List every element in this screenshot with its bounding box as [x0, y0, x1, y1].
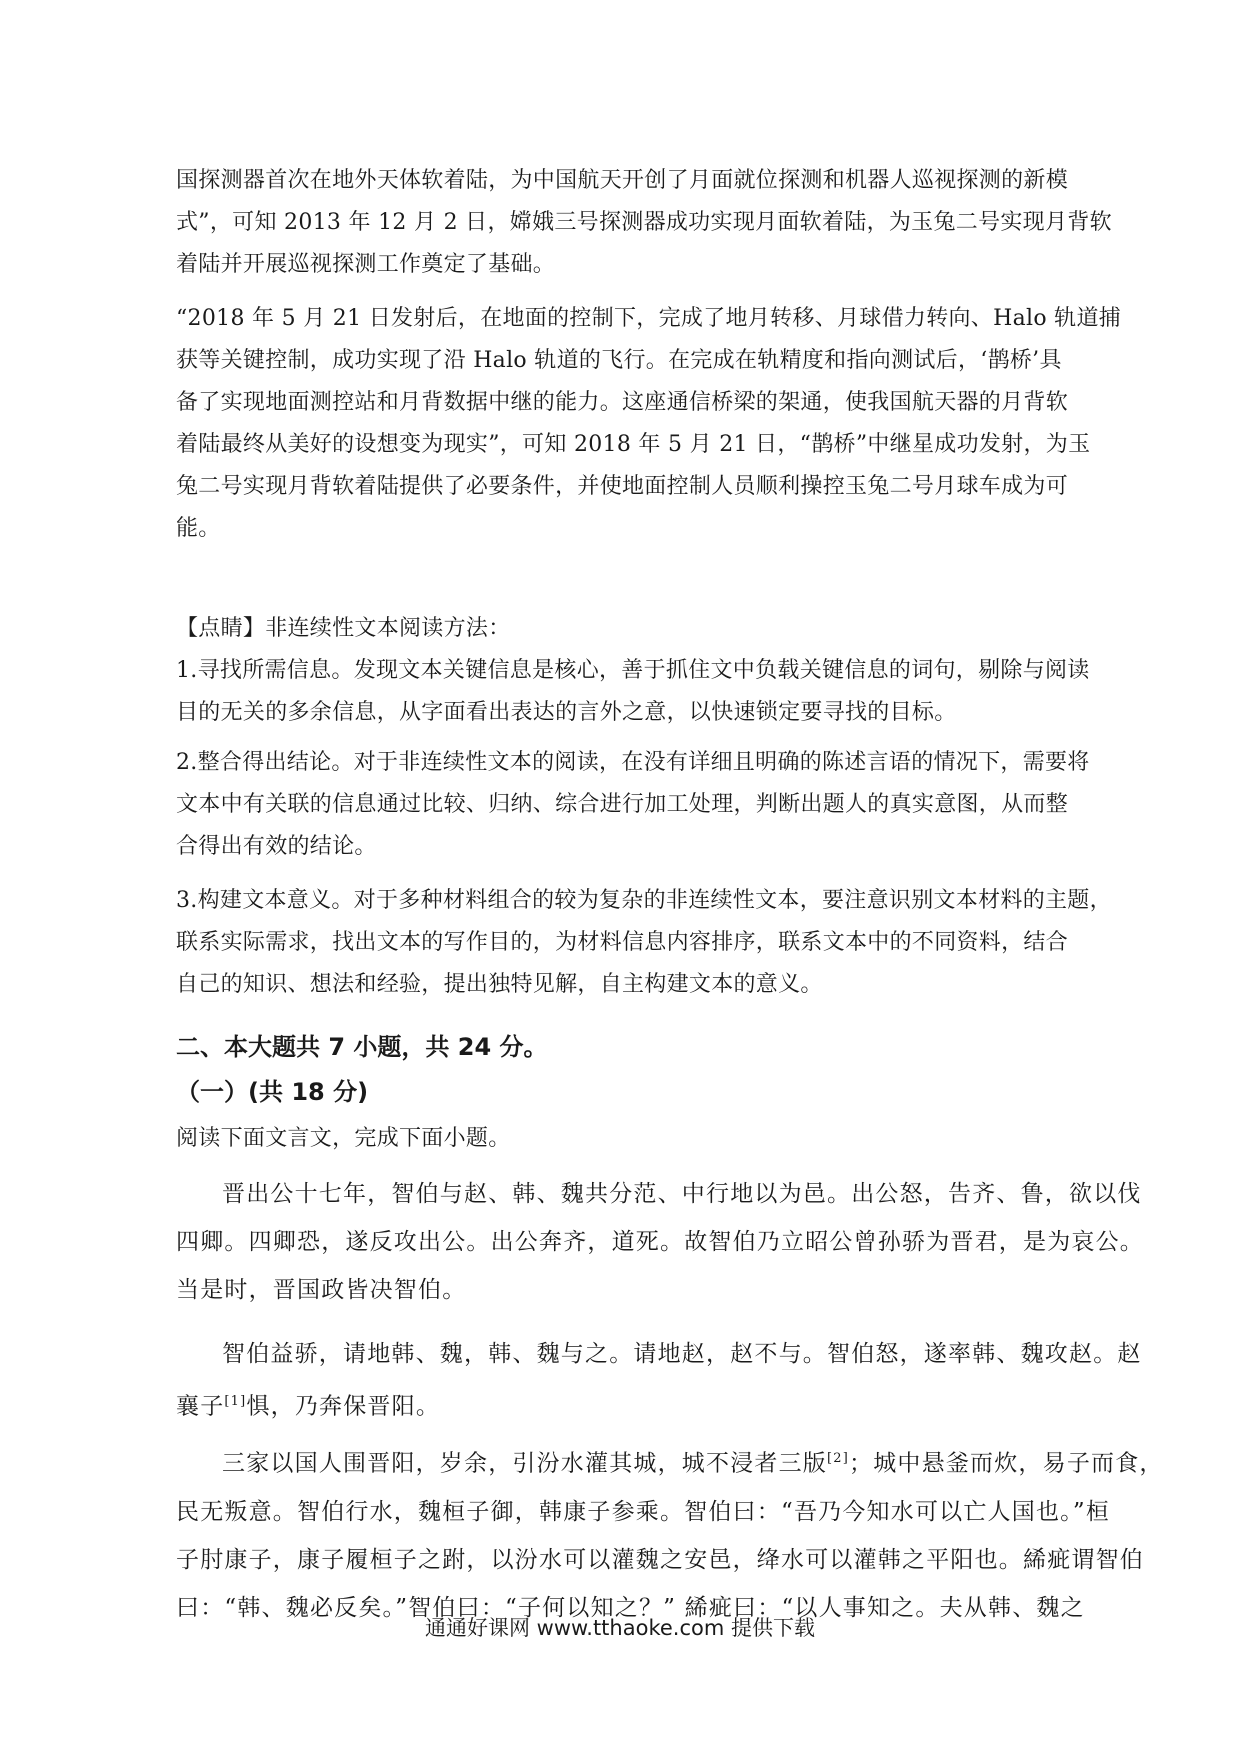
- text-line: 兔二号实现月背软着陆提供了必要条件，并使地面控制人员顺利操控玉兔二号月球车成为可: [176, 474, 1069, 499]
- classical-paragraph-3: [176, 1435, 1164, 1632]
- text-line: 3.构建文本意义。对于多种材料组合的较为复杂的非连续性文本，要注意识别文本材料的主题，: [176, 888, 1112, 913]
- paragraph-queqiao: [176, 298, 1122, 550]
- text-line: 1.寻找所需信息。发现文本关键信息是核心，善于抓住文中负载关键信息的词句，剔除与阅读: [176, 658, 1090, 683]
- footnote-marker: [2]: [827, 1451, 850, 1466]
- text-line: “2018 年 5 月 21 日发射后，在地面的控制下，完成了地月转移、月球借力转向、Halo 轨道捕: [176, 306, 1122, 331]
- classical-paragraph-2: [176, 1330, 1142, 1431]
- text-line: 文本中有关联的信息通过比较、归纳、综合进行加工处理，判断出题人的真实意图，从而整: [176, 792, 1069, 817]
- tip-title: 【点睛】非连续性文本阅读方法：: [176, 616, 511, 641]
- text-line: 当是时，晋国政皆决智伯。: [176, 1277, 467, 1303]
- text-line: 获等关键控制，成功实现了沿 Halo 轨道的飞行。在完成在轨精度和指向测试后，‘鹊桥’具: [176, 348, 1062, 373]
- text-line: 2.整合得出结论。对于非连续性文本的阅读，在没有详细且明确的陈述言语的情况下，需要将: [176, 750, 1090, 775]
- text-line: 目的无关的多余信息，从字面看出表达的言外之意，以快速锁定要寻找的目标。: [176, 700, 957, 725]
- text-line: 曰：“韩、魏必反矣。”智伯曰：“子何以知之？” 絺疵曰：“以人事知之。夫从韩、魏之: [176, 1594, 1085, 1621]
- text-line: [176, 1378, 1072, 1431]
- method-1: [176, 650, 1090, 734]
- text-span: 惧，乃奔保晋阳。: [246, 1393, 441, 1420]
- page-footer: 通通好课网 www.tthaoke.com 提供下载: [425, 1616, 815, 1640]
- text-line: 国探测器首次在地外天体软着陆，为中国航天开创了月面就位探测和机器人巡视探测的新模: [176, 168, 1069, 193]
- text-line: 智伯益骄，请地韩、魏，韩、魏与之。请地赵，赵不与。智伯怒，遂率韩、魏攻赵。赵: [222, 1341, 1142, 1367]
- classical-paragraph-1: [176, 1170, 1144, 1314]
- text-line: 自己的知识、想法和经验，提出独特见解，自主构建文本的意义。: [176, 972, 823, 997]
- text-line: 着陆并开展巡视探测工作奠定了基础。: [176, 252, 556, 277]
- text-line: 合得出有效的结论。: [176, 834, 377, 859]
- section-heading: 二、本大题共 7 小题，共 24 分。: [176, 1033, 548, 1061]
- method-2: [176, 742, 1090, 868]
- text-line: 子肘康子，康子履桓子之跗，以汾水可以灌魏之安邑，绛水可以灌韩之平阳也。絺疵谓智伯: [176, 1546, 1144, 1573]
- text-line: 能。: [176, 516, 221, 541]
- paragraph-chang-e-3: [176, 160, 1112, 286]
- text-line: 晋出公十七年，智伯与赵、韩、魏共分范、中行地以为邑。出公怒，告齐、鲁，欲以伐: [222, 1181, 1142, 1207]
- text-span: ；城中悬釜而炊，易子而食，: [849, 1450, 1164, 1477]
- footnote-marker: [1]: [224, 1394, 247, 1409]
- text-line: 四卿。四卿恐，遂反攻出公。出公奔齐，道死。故智伯乃立昭公曾孙骄为晋君，是为哀公。: [176, 1229, 1144, 1255]
- text-span: 三家以国人围晋阳，岁余，引汾水灌其城，城不浸者三版: [222, 1450, 827, 1477]
- method-3: [176, 880, 1112, 1006]
- subsection-heading: （一）(共 18 分): [176, 1078, 369, 1106]
- text-line: 式”，可知 2013 年 12 月 2 日，嫦娥三号探测器成功实现月面软着陆，为玉兔二号实现月背软: [176, 210, 1112, 235]
- text-span: 襄子: [176, 1393, 225, 1420]
- reading-instruction: 阅读下面文言文，完成下面小题。: [176, 1126, 511, 1151]
- text-line: 着陆最终从美好的设想变为现实”，可知 2018 年 5 月 21 日，“鹊桥”中继星成功发射，为玉: [176, 432, 1091, 457]
- text-line: 备了实现地面测控站和月背数据中继的能力。这座通信桥梁的架通，使我国航天器的月背软: [176, 390, 1069, 415]
- text-line: [176, 1435, 1164, 1488]
- text-line: 联系实际需求，找出文本的写作目的，为材料信息内容排序，联系文本中的不同资料，结合: [176, 930, 1069, 955]
- text-line: 民无叛意。智伯行水，魏桓子御，韩康子参乘。智伯曰：“吾乃今知水可以亡人国也。”桓: [176, 1498, 1111, 1525]
